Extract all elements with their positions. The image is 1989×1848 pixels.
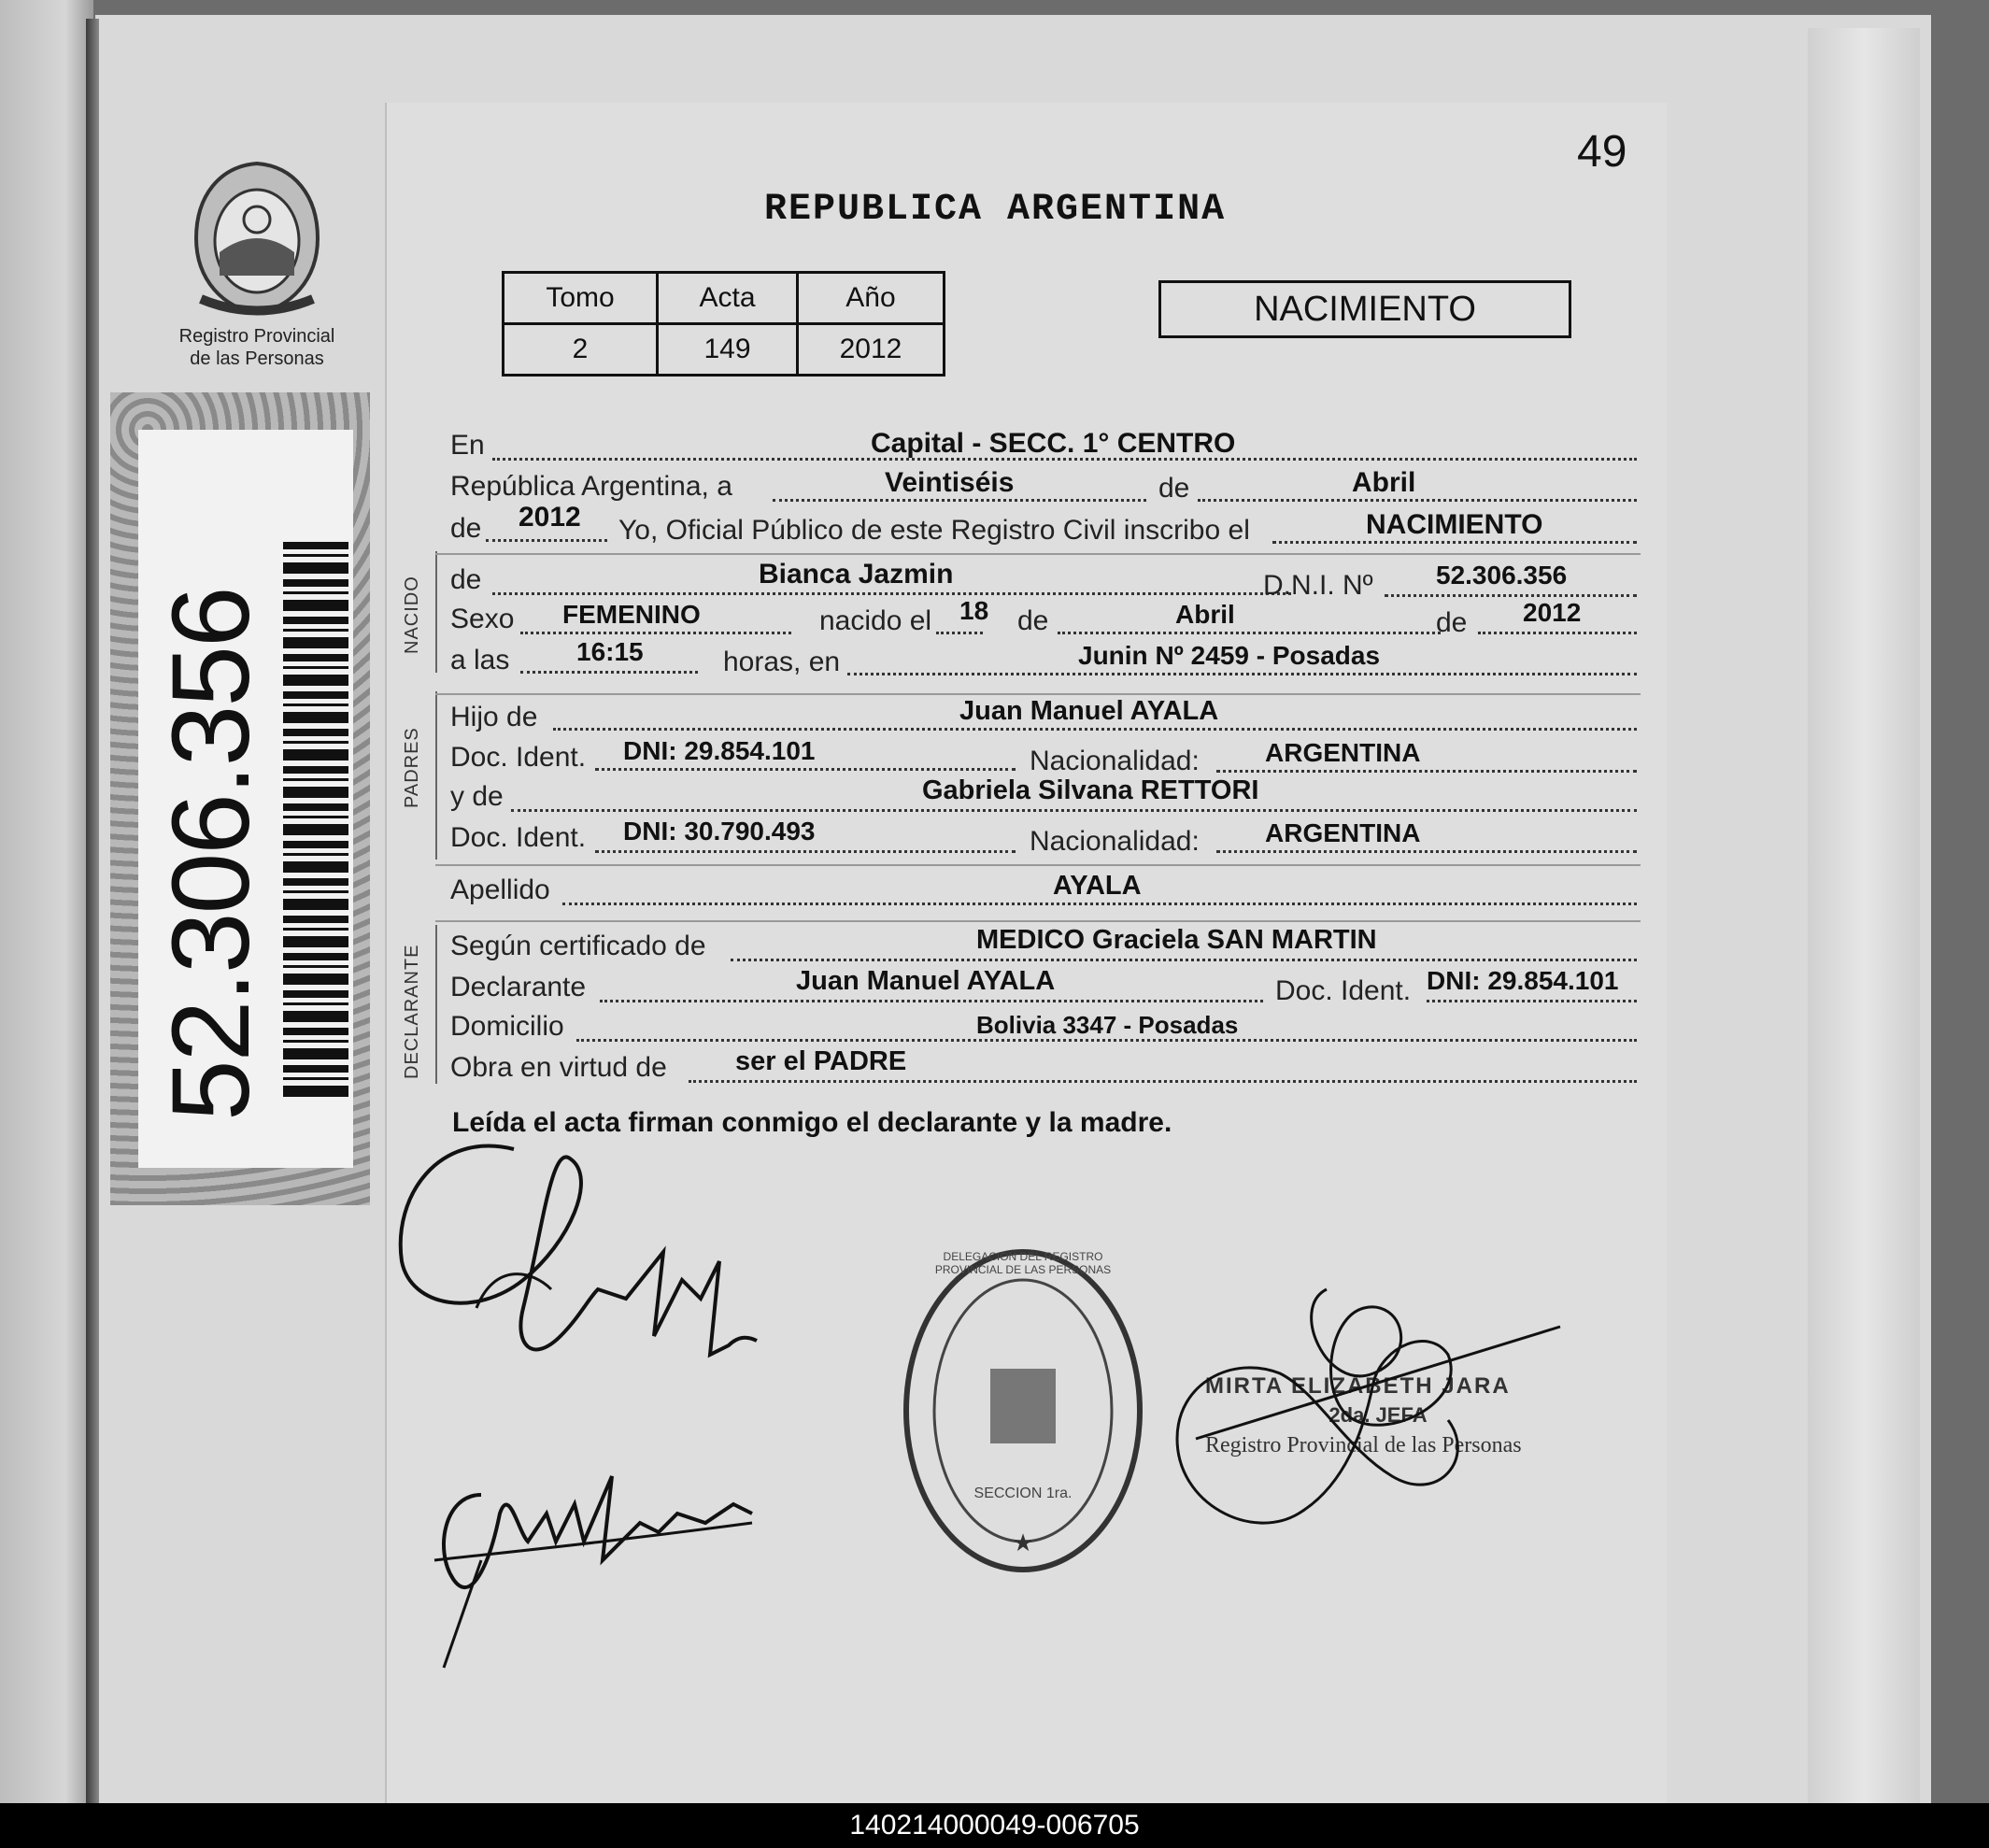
misiones-seal-icon xyxy=(182,159,332,318)
row-madre xyxy=(450,775,1637,813)
section-divider-nacido xyxy=(435,551,437,673)
label-en: En xyxy=(450,430,485,461)
label-dni: D.N.I. Nº xyxy=(1263,570,1373,601)
dotted-line-padre-nac xyxy=(1216,770,1637,773)
value-obra: ser el PADRE xyxy=(735,1046,907,1076)
province-seal-logo xyxy=(182,159,332,318)
dotted-line-mes xyxy=(1198,499,1637,502)
dotted-line-padre-doc xyxy=(595,768,1016,771)
value-inscribo: NACIMIENTO xyxy=(1366,509,1543,540)
dotted-line-anio xyxy=(486,539,607,542)
value-en: Capital - SECC. 1° CENTRO xyxy=(871,428,1236,459)
label-domicilio: Domicilio xyxy=(450,1011,564,1042)
binding-spine xyxy=(86,19,99,1803)
svg-text:★: ★ xyxy=(1012,1528,1034,1557)
label-de-2: de xyxy=(450,513,482,544)
value-padre-nac: ARGENTINA xyxy=(1265,738,1421,767)
label-apellido: Apellido xyxy=(450,874,550,905)
barcode-bars xyxy=(283,542,348,1102)
dotted-line-obra xyxy=(689,1080,1637,1083)
row-domicilio xyxy=(450,1007,1637,1045)
label-declarante: Declarante xyxy=(450,972,587,1002)
value-nacido-dia: 18 xyxy=(959,596,989,625)
row-nombre xyxy=(450,559,1637,601)
signature-declarante xyxy=(383,1121,775,1401)
value-lugar: Junin Nº 2459 - Posadas xyxy=(1078,641,1381,670)
value-madre: Gabriela Silvana RETTORI xyxy=(922,775,1259,805)
value-padre: Juan Manuel AYALA xyxy=(959,696,1219,726)
dotted-line-hora xyxy=(520,671,698,674)
row-republica xyxy=(450,467,1637,505)
value-padre-doc: DNI: 29.854.101 xyxy=(623,736,816,765)
row-separator-3 xyxy=(435,864,1641,866)
dotted-line-madre-doc xyxy=(595,850,1016,853)
row-hora-lugar xyxy=(450,639,1637,676)
label-sexo: Sexo xyxy=(450,604,515,634)
label-doc-ident-2: Doc. Ident. xyxy=(450,822,587,853)
label-horas-en: horas, en xyxy=(723,647,841,677)
table-header-acta: Acta xyxy=(658,273,798,324)
value-mes: Abril xyxy=(1352,467,1416,498)
dotted-line-madre xyxy=(511,809,1637,812)
signature-madre xyxy=(425,1457,780,1672)
label-de-1: de xyxy=(1158,473,1190,504)
barcode-number: 52.306.356 xyxy=(149,588,273,1121)
row-inscripcion xyxy=(450,502,1637,547)
dotted-line-inscribo xyxy=(1272,541,1637,544)
logo-caption-line2: de las Personas xyxy=(190,348,324,369)
row-separator-1 xyxy=(435,553,1641,555)
dotted-line-lugar xyxy=(847,673,1637,675)
label-doc-ident-1: Doc. Ident. xyxy=(450,742,587,773)
value-sexo: FEMENINO xyxy=(562,600,701,629)
oval-seal-section: SECCION 1ra. xyxy=(973,1486,1073,1501)
dotted-line-madre-nac xyxy=(1216,850,1637,853)
row-en xyxy=(450,428,1637,465)
dotted-line-declarante xyxy=(600,1000,1263,1002)
row-apellido xyxy=(450,869,1637,906)
value-certificado: MEDICO Graciela SAN MARTIN xyxy=(976,925,1377,955)
dotted-line-mes-nac xyxy=(1058,632,1441,634)
stamp-title: 2da. JEFA xyxy=(1328,1403,1428,1427)
dotted-line-certificado xyxy=(731,959,1637,961)
label-obra: Obra en virtud de xyxy=(450,1052,667,1083)
label-republica: República Argentina, a xyxy=(450,471,732,502)
label-hijo-de: Hijo de xyxy=(450,702,538,732)
row-obra xyxy=(450,1046,1637,1084)
section-label-declarante: DECLARANTE xyxy=(402,944,422,1079)
closing-statement: Leída el acta firman conmigo el declarante y la madre. xyxy=(452,1107,1172,1138)
register-table xyxy=(502,271,945,377)
row-madre-doc xyxy=(450,817,1637,857)
value-dia: Veintiséis xyxy=(885,467,1015,498)
value-dni: 52.306.356 xyxy=(1436,561,1568,590)
value-anio-acta: 2012 xyxy=(519,502,581,533)
row-separator-2 xyxy=(435,693,1641,695)
oval-seal xyxy=(897,1243,1149,1579)
footer-code: 140214000049-006705 xyxy=(0,1803,1989,1848)
label-yo: Yo, Oficial Público de este Registro Civil inscribo el xyxy=(618,515,1250,546)
dotted-line-padre xyxy=(553,728,1637,731)
section-label-nacido: NACIDO xyxy=(402,576,422,654)
value-declarante-doc: DNI: 29.854.101 xyxy=(1427,966,1619,995)
section-label-padres: PADRES xyxy=(402,727,422,808)
row-padre xyxy=(450,696,1637,733)
document-title: REPUBLICA ARGENTINA xyxy=(764,189,1227,231)
label-de-3: de xyxy=(450,564,482,595)
label-nacido-el: nacido el xyxy=(819,605,932,636)
dotted-line-dia xyxy=(773,499,1146,502)
stamp-name: MIRTA ELIZABETH JARA xyxy=(1205,1373,1511,1399)
dotted-line-dni xyxy=(1385,594,1637,597)
label-a-las: a las xyxy=(450,645,510,675)
label-de-5: de xyxy=(1436,607,1468,638)
value-nacido-anio: 2012 xyxy=(1523,598,1582,627)
signature-oficial xyxy=(1168,1271,1579,1570)
value-nacido-mes: Abril xyxy=(1175,600,1235,629)
value-declarante: Juan Manuel AYALA xyxy=(796,966,1056,996)
row-sexo xyxy=(450,596,1637,638)
section-divider-declarante xyxy=(435,925,437,1084)
value-madre-doc: DNI: 30.790.493 xyxy=(623,817,816,846)
value-apellido: AYALA xyxy=(1053,871,1142,901)
table-value-acta: 149 xyxy=(658,324,798,376)
register-table-header-row xyxy=(504,273,945,324)
label-y-de: y de xyxy=(450,781,504,812)
label-segun: Según certificado de xyxy=(450,931,706,961)
dotted-line-apellido xyxy=(562,903,1637,905)
table-header-anio: Año xyxy=(798,273,945,324)
row-padre-doc xyxy=(450,736,1637,774)
act-type-box: NACIMIENTO xyxy=(1158,280,1571,338)
row-declarante xyxy=(450,966,1646,1006)
dotted-line-declarante-doc xyxy=(1427,1000,1637,1002)
dotted-line-nombre xyxy=(492,592,1291,595)
table-header-tomo: Tomo xyxy=(504,273,658,324)
oval-seal-text: DELEGACION DEL REGISTRO PROVINCIAL DE LAS PERSONAS xyxy=(934,1250,1112,1276)
value-madre-nac: ARGENTINA xyxy=(1265,818,1421,847)
dotted-line-anio-nac xyxy=(1478,632,1637,634)
table-value-tomo: 2 xyxy=(504,324,658,376)
dotted-line-dia-nac xyxy=(936,632,983,634)
registry-seal-icon xyxy=(897,1243,1149,1579)
row-certificado xyxy=(450,925,1637,962)
logo-caption xyxy=(149,325,364,370)
label-nacionalidad-2: Nacionalidad: xyxy=(1030,826,1200,857)
stamp-office: Registro Provincial de las Personas xyxy=(1205,1433,1522,1457)
left-page-edge xyxy=(0,0,93,1803)
value-nombre: Bianca Jazmin xyxy=(759,559,954,590)
register-table-value-row xyxy=(504,324,945,376)
row-separator-4 xyxy=(435,920,1641,922)
label-de-4: de xyxy=(1017,605,1049,636)
value-hora: 16:15 xyxy=(576,637,644,666)
page-stack-edge xyxy=(1808,28,1920,1803)
barcode-label-white xyxy=(138,430,353,1168)
section-divider-padres xyxy=(435,691,437,860)
page-number: 49 xyxy=(1577,127,1627,177)
dotted-line-sexo xyxy=(520,632,791,634)
logo-caption-line1: Registro Provincial xyxy=(178,326,335,347)
value-domicilio: Bolivia 3347 - Posadas xyxy=(976,1011,1239,1039)
label-doc-ident-3: Doc. Ident. xyxy=(1275,975,1412,1006)
label-nacionalidad-1: Nacionalidad: xyxy=(1030,746,1200,776)
barcode-sticker xyxy=(110,392,370,1205)
table-value-anio: 2012 xyxy=(798,324,945,376)
